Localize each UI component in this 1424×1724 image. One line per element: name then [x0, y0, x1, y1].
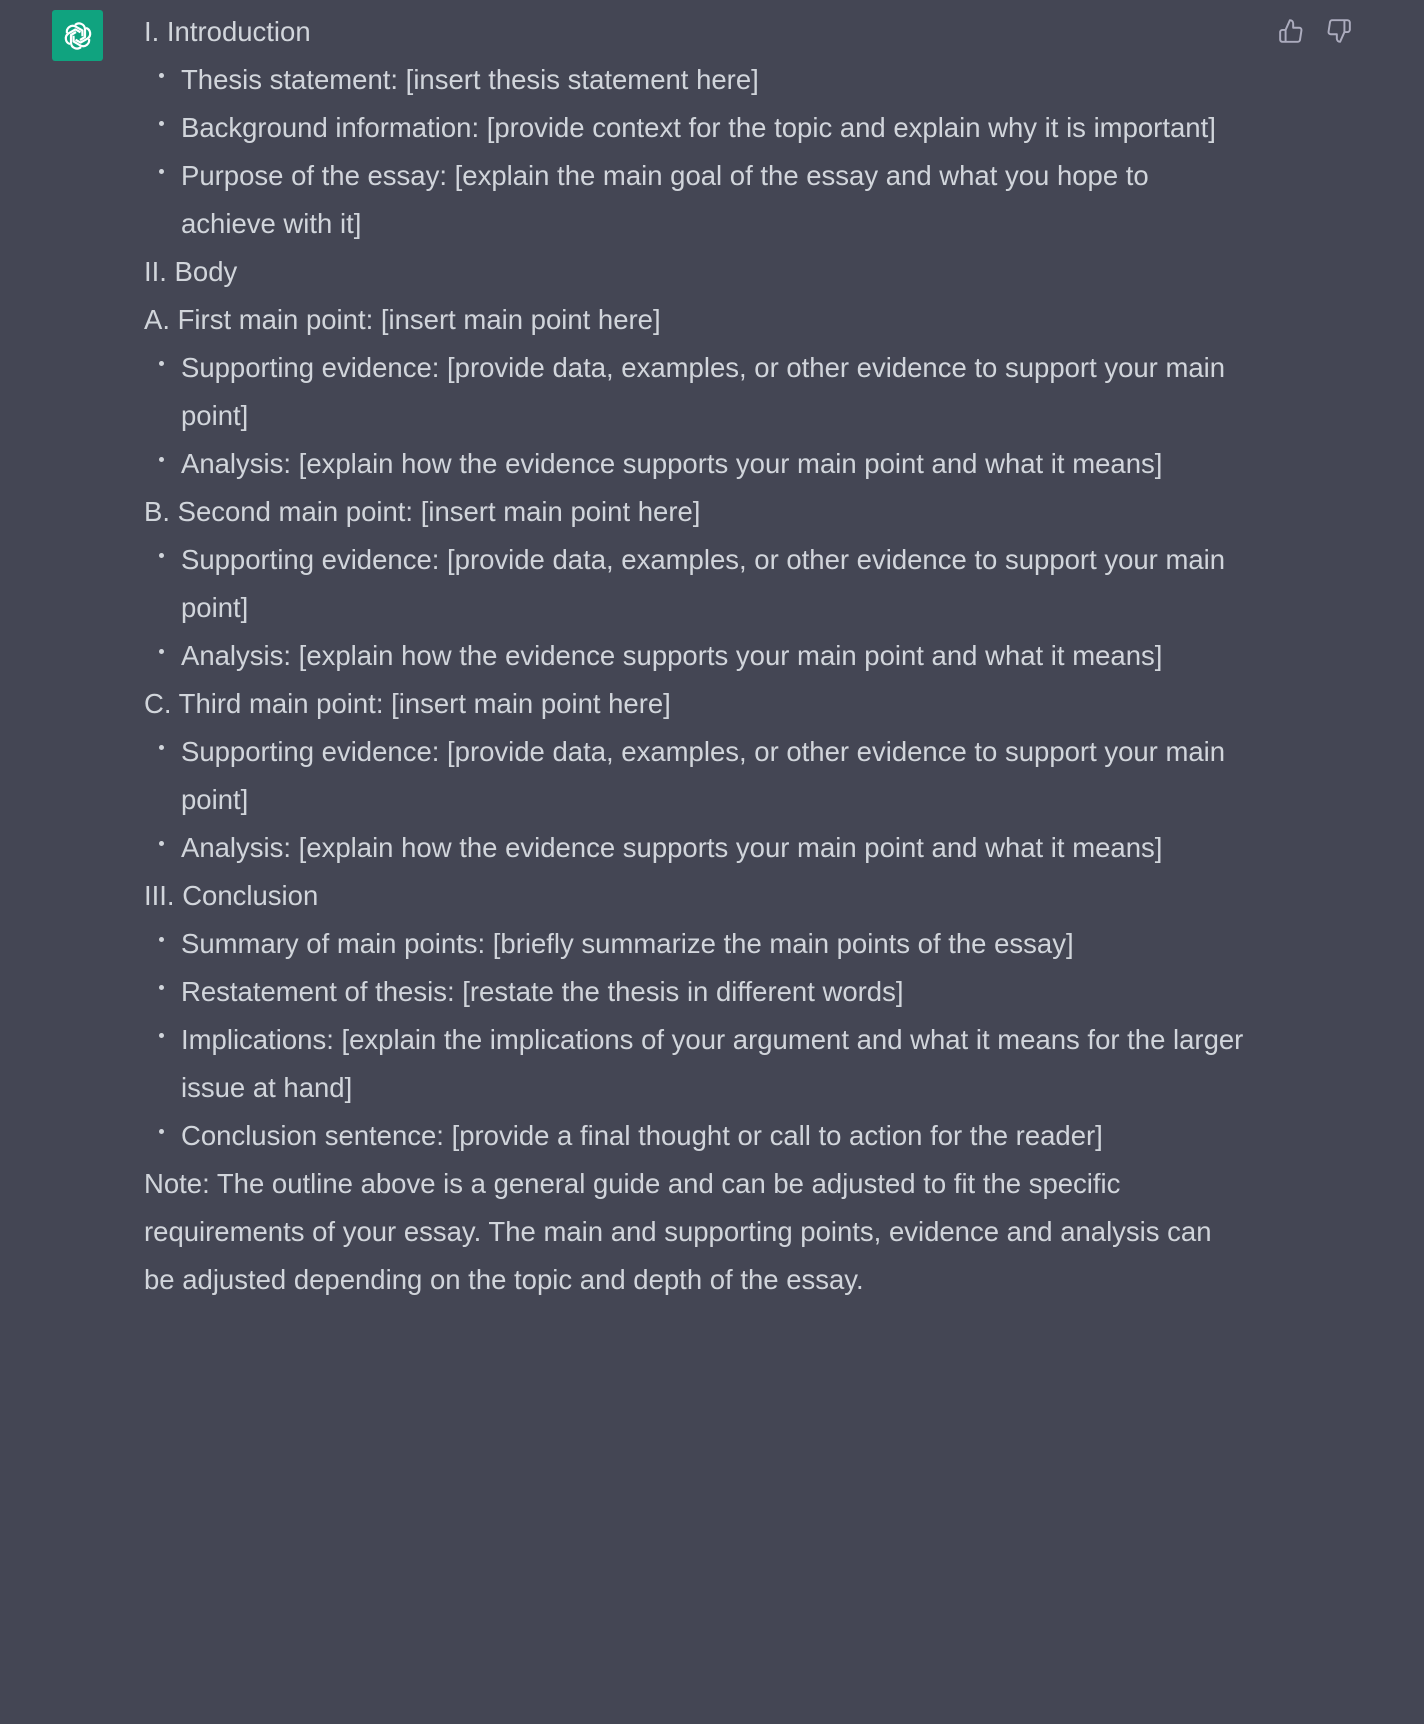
thumbs-down-icon	[1326, 18, 1352, 44]
main-point-b-list	[144, 536, 1244, 680]
assistant-avatar	[52, 10, 103, 61]
list-item: Implications: [explain the implications of your argument and what it means for the larger issue at hand]	[181, 1016, 1244, 1112]
list-item: Analysis: [explain how the evidence supports your main point and what it means]	[181, 824, 1244, 872]
main-point-c-list	[144, 728, 1244, 872]
list-item: Restatement of thesis: [restate the thesis in different words]	[181, 968, 1244, 1016]
thumbs-up-icon	[1278, 18, 1304, 44]
feedback-buttons	[1276, 14, 1354, 48]
main-point-a-list	[144, 344, 1244, 488]
list-item: Analysis: [explain how the evidence supports your main point and what it means]	[181, 440, 1244, 488]
note-paragraph: Note: The outline above is a general guide and can be adjusted to fit the specific requirements of your essay. The main and supporting points, evidence and analysis can be adjusted depending on the topic and depth of the essay.	[144, 1168, 1212, 1295]
main-point-heading-a: A. First main point: [insert main point here]	[144, 304, 661, 335]
introduction-list	[144, 56, 1244, 248]
list-item: Purpose of the essay: [explain the main goal of the essay and what you hope to achieve with it]	[181, 152, 1244, 248]
section-heading-introduction: I. Introduction	[144, 16, 311, 47]
main-point-heading-b: B. Second main point: [insert main point here]	[144, 496, 701, 527]
openai-logo-icon	[60, 18, 96, 54]
list-item: Summary of main points: [briefly summarize the main points of the essay]	[181, 920, 1244, 968]
list-item: Supporting evidence: [provide data, examples, or other evidence to support your main point]	[181, 536, 1244, 632]
thumbs-up-button[interactable]	[1276, 14, 1306, 48]
message-content	[144, 8, 1244, 1304]
section-heading-body: II. Body	[144, 256, 238, 287]
main-point-heading-c: C. Third main point: [insert main point here]	[144, 688, 671, 719]
conclusion-list	[144, 920, 1244, 1160]
thumbs-down-button[interactable]	[1324, 14, 1354, 48]
list-item: Supporting evidence: [provide data, examples, or other evidence to support your main point]	[181, 728, 1244, 824]
list-item: Analysis: [explain how the evidence supports your main point and what it means]	[181, 632, 1244, 680]
list-item: Thesis statement: [insert thesis statement here]	[181, 56, 1244, 104]
list-item: Supporting evidence: [provide data, examples, or other evidence to support your main point]	[181, 344, 1244, 440]
section-heading-conclusion: III. Conclusion	[144, 880, 319, 911]
list-item: Background information: [provide context for the topic and explain why it is important]	[181, 104, 1244, 152]
list-item: Conclusion sentence: [provide a final thought or call to action for the reader]	[181, 1112, 1244, 1160]
